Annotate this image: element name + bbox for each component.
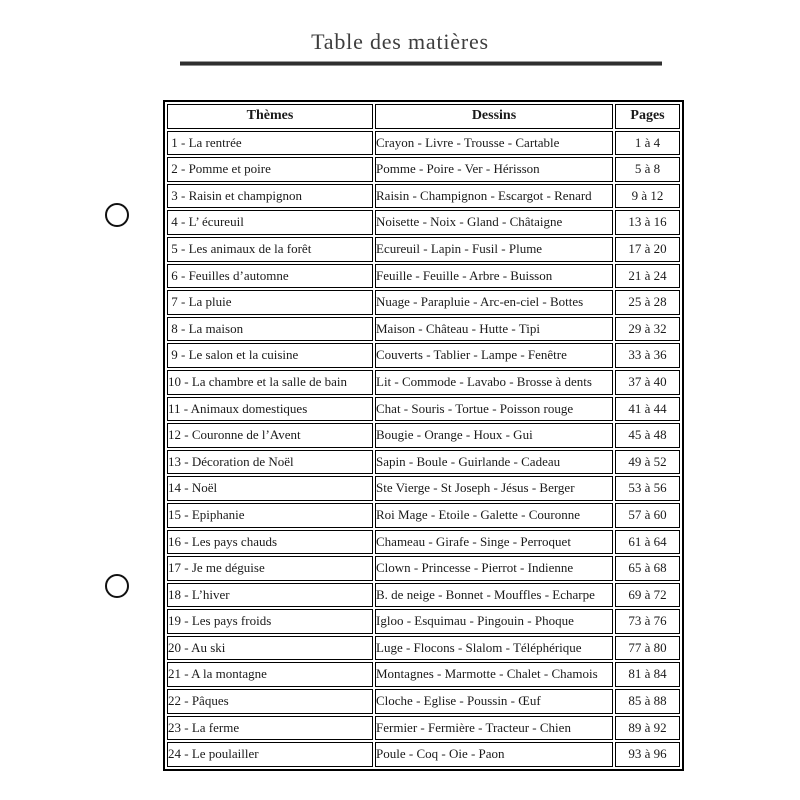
dessins-cell: Sapin - Boule - Guirlande - Cadeau	[375, 450, 613, 475]
theme-cell: 1 - La rentrée	[167, 131, 373, 156]
dessins-cell: Pomme - Poire - Ver - Hérisson	[375, 157, 613, 182]
title-underline-rule	[180, 61, 662, 66]
table-body	[167, 131, 680, 767]
table-of-contents	[163, 100, 684, 771]
table-header-row	[167, 104, 680, 129]
theme-cell: 3 - Raisin et champignon	[167, 184, 373, 209]
pages-cell: 77 à 80	[615, 636, 680, 661]
theme-cell: 6 - Feuilles d’automne	[167, 264, 373, 289]
theme-cell: 18 - L’hiver	[167, 583, 373, 608]
table-row	[167, 450, 680, 475]
dessins-cell: B. de neige - Bonnet - Mouffles - Echarpe	[375, 583, 613, 608]
pages-cell: 89 à 92	[615, 716, 680, 741]
dessins-cell: Luge - Flocons - Slalom - Téléphérique	[375, 636, 613, 661]
table-row	[167, 184, 680, 209]
pages-cell: 61 à 64	[615, 530, 680, 555]
theme-cell: 2 - Pomme et poire	[167, 157, 373, 182]
pages-cell: 45 à 48	[615, 423, 680, 448]
dessins-cell: Maison - Château - Hutte - Tipi	[375, 317, 613, 342]
dessins-cell: Raisin - Champignon - Escargot - Renard	[375, 184, 613, 209]
dessins-cell: Ste Vierge - St Joseph - Jésus - Berger	[375, 476, 613, 501]
table-row	[167, 662, 680, 687]
pages-cell: 65 à 68	[615, 556, 680, 581]
theme-cell: 15 - Epiphanie	[167, 503, 373, 528]
theme-cell: 12 - Couronne de l’Avent	[167, 423, 373, 448]
pages-cell: 41 à 44	[615, 397, 680, 422]
dessins-cell: Ecureuil - Lapin - Fusil - Plume	[375, 237, 613, 262]
table-row	[167, 370, 680, 395]
theme-cell: 21 - A la montagne	[167, 662, 373, 687]
dessins-cell: Nuage - Parapluie - Arc-en-ciel - Bottes	[375, 290, 613, 315]
pages-cell: 21 à 24	[615, 264, 680, 289]
theme-cell: 9 - Le salon et la cuisine	[167, 343, 373, 368]
theme-cell: 20 - Au ski	[167, 636, 373, 661]
pages-cell: 69 à 72	[615, 583, 680, 608]
pages-cell: 5 à 8	[615, 157, 680, 182]
pages-cell: 1 à 4	[615, 131, 680, 156]
pages-cell: 9 à 12	[615, 184, 680, 209]
pages-cell: 25 à 28	[615, 290, 680, 315]
dessins-cell: Montagnes - Marmotte - Chalet - Chamois	[375, 662, 613, 687]
dessins-cell: Igloo - Esquimau - Pingouin - Phoque	[375, 609, 613, 634]
table-row	[167, 210, 680, 235]
theme-cell: 7 - La pluie	[167, 290, 373, 315]
dessins-cell: Clown - Princesse - Pierrot - Indienne	[375, 556, 613, 581]
theme-cell: 5 - Les animaux de la forêt	[167, 237, 373, 262]
table-row	[167, 609, 680, 634]
theme-cell: 10 - La chambre et la salle de bain	[167, 370, 373, 395]
dessins-cell: Chat - Souris - Tortue - Poisson rouge	[375, 397, 613, 422]
dessins-cell: Cloche - Eglise - Poussin - Œuf	[375, 689, 613, 714]
dessins-cell: Roi Mage - Etoile - Galette - Couronne	[375, 503, 613, 528]
table-row	[167, 556, 680, 581]
dessins-cell: Chameau - Girafe - Singe - Perroquet	[375, 530, 613, 555]
theme-cell: 13 - Décoration de Noël	[167, 450, 373, 475]
column-header-dessins: Dessins	[375, 104, 613, 129]
theme-cell: 4 - L’ écureuil	[167, 210, 373, 235]
dessins-cell: Poule - Coq - Oie - Paon	[375, 742, 613, 767]
table-row	[167, 264, 680, 289]
binder-hole-icon	[105, 203, 129, 227]
table-row	[167, 503, 680, 528]
column-header-themes: Thèmes	[167, 104, 373, 129]
table-row	[167, 636, 680, 661]
table-row	[167, 237, 680, 262]
table-row	[167, 716, 680, 741]
pages-cell: 73 à 76	[615, 609, 680, 634]
pages-cell: 49 à 52	[615, 450, 680, 475]
table-row	[167, 476, 680, 501]
column-header-pages: Pages	[615, 104, 680, 129]
theme-cell: 8 - La maison	[167, 317, 373, 342]
theme-cell: 11 - Animaux domestiques	[167, 397, 373, 422]
theme-cell: 14 - Noël	[167, 476, 373, 501]
table-row	[167, 583, 680, 608]
table-row	[167, 742, 680, 767]
pages-cell: 53 à 56	[615, 476, 680, 501]
table-row	[167, 131, 680, 156]
dessins-cell: Fermier - Fermière - Tracteur - Chien	[375, 716, 613, 741]
dessins-cell: Feuille - Feuille - Arbre - Buisson	[375, 264, 613, 289]
pages-cell: 29 à 32	[615, 317, 680, 342]
table-row	[167, 317, 680, 342]
pages-cell: 85 à 88	[615, 689, 680, 714]
pages-cell: 33 à 36	[615, 343, 680, 368]
table-row	[167, 530, 680, 555]
pages-cell: 81 à 84	[615, 662, 680, 687]
pages-cell: 13 à 16	[615, 210, 680, 235]
dessins-cell: Bougie - Orange - Houx - Gui	[375, 423, 613, 448]
theme-cell: 23 - La ferme	[167, 716, 373, 741]
page-title: Table des matières	[311, 29, 489, 54]
pages-cell: 57 à 60	[615, 503, 680, 528]
table-row	[167, 290, 680, 315]
table-row	[167, 423, 680, 448]
dessins-cell: Couverts - Tablier - Lampe - Fenêtre	[375, 343, 613, 368]
theme-cell: 17 - Je me déguise	[167, 556, 373, 581]
table-row	[167, 343, 680, 368]
dessins-cell: Crayon - Livre - Trousse - Cartable	[375, 131, 613, 156]
table-row	[167, 157, 680, 182]
table-row	[167, 397, 680, 422]
binder-hole-icon	[105, 574, 129, 598]
theme-cell: 24 - Le poulailler	[167, 742, 373, 767]
dessins-cell: Lit - Commode - Lavabo - Brosse à dents	[375, 370, 613, 395]
pages-cell: 93 à 96	[615, 742, 680, 767]
theme-cell: 16 - Les pays chauds	[167, 530, 373, 555]
pages-cell: 37 à 40	[615, 370, 680, 395]
theme-cell: 22 - Pâques	[167, 689, 373, 714]
dessins-cell: Noisette - Noix - Gland - Châtaigne	[375, 210, 613, 235]
table-row	[167, 689, 680, 714]
theme-cell: 19 - Les pays froids	[167, 609, 373, 634]
pages-cell: 17 à 20	[615, 237, 680, 262]
